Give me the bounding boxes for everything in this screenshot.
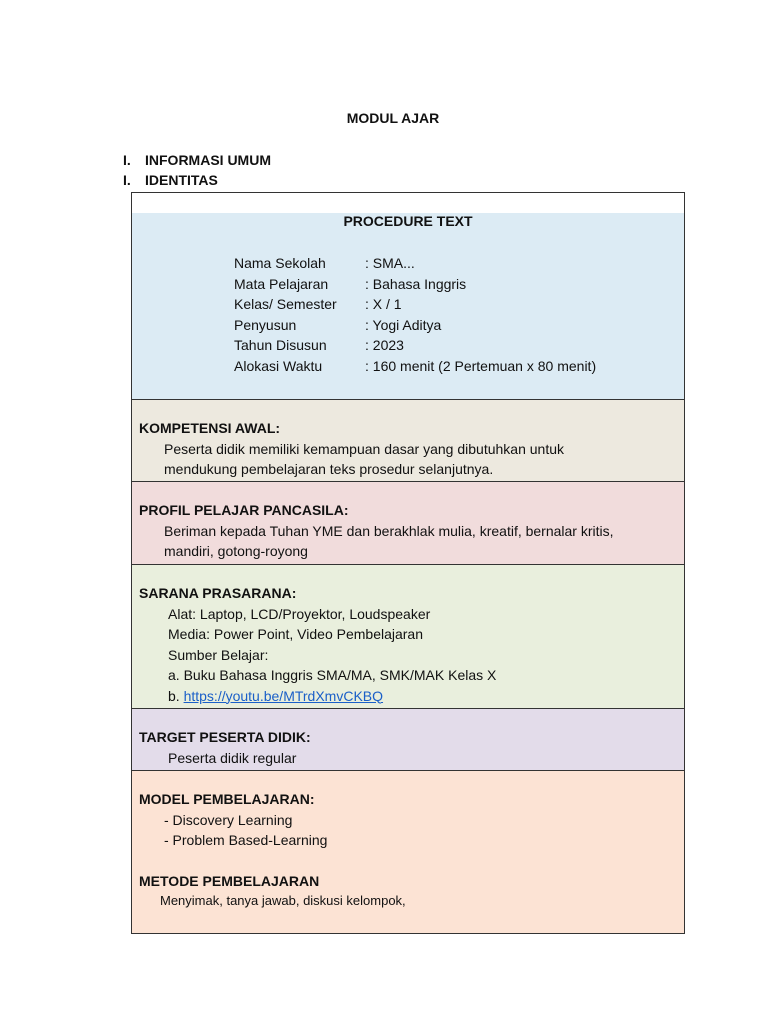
- model-pembelajaran-block: [132, 770, 684, 933]
- kompetensi-awal-block: [132, 399, 684, 481]
- info-row-kelas-semester: [234, 294, 684, 315]
- sarana-sumber: Sumber Belajar:: [168, 646, 269, 663]
- identity-info-list: [234, 253, 684, 376]
- model-item: - Problem Based-Learning: [164, 832, 328, 848]
- info-value: : 2023: [365, 337, 404, 353]
- info-label: Nama Sekolah: [234, 255, 326, 271]
- info-value: : Yogi Aditya: [365, 316, 442, 333]
- profil-pelajar-block: [132, 481, 684, 564]
- info-value: : 160 menit (2 Pertemuan x 80 menit): [365, 357, 597, 374]
- info-row-mata-pelajaran: [234, 274, 684, 295]
- sarana-alat: Alat: Laptop, LCD/Proyektor, Loudspeaker: [168, 605, 431, 622]
- identity-table: [131, 192, 685, 934]
- kompetensi-text-line: Peserta didik memiliki kemampuan dasar yang dibutuhkan untuk: [164, 440, 564, 457]
- section-number: I.: [123, 152, 131, 168]
- target-heading: TARGET PESERTA DIDIK:: [139, 729, 311, 745]
- profil-text-line: Beriman kepada Tuhan YME dan berakhlak mulia, kreatif, bernalar kritis,: [164, 522, 614, 539]
- info-row-penyusun: [234, 315, 684, 336]
- youtube-link[interactable]: https://youtu.be/MTrdXmvCKBQ: [183, 687, 384, 704]
- info-row-nama-sekolah: [234, 253, 684, 274]
- info-row-alokasi-waktu: [234, 356, 684, 377]
- profil-text-line: mandiri, gotong-royong: [164, 543, 308, 559]
- info-value: : SMA...: [365, 255, 415, 271]
- info-value: : Bahasa Inggris: [365, 275, 467, 292]
- section-label: IDENTITAS: [145, 172, 218, 188]
- sarana-item-a: a. Buku Bahasa Inggris SMA/MA, SMK/MAK Kelas X: [168, 667, 497, 683]
- info-label: Kelas/ Semester: [234, 296, 337, 312]
- section-number: I.: [123, 172, 131, 188]
- procedure-block: [132, 213, 684, 399]
- sarana-prasarana-block: [132, 564, 684, 708]
- model-item: - Discovery Learning: [164, 811, 293, 828]
- target-peserta-block: [132, 708, 684, 770]
- profil-heading: PROFIL PELAJAR PANCASILA:: [139, 502, 349, 518]
- target-text: Peserta didik regular: [168, 749, 297, 766]
- metode-text: Menyimak, tanya jawab, diskusi kelompok,: [160, 893, 406, 908]
- section-label: INFORMASI UMUM: [145, 152, 271, 168]
- sarana-item-b: [139, 686, 684, 707]
- kompetensi-text-line: mendukung pembelajaran teks prosedur selanjutnya.: [164, 461, 494, 477]
- document-title: MODUL AJAR: [346, 110, 440, 126]
- item-b-prefix: b.: [168, 687, 184, 704]
- procedure-title: PROCEDURE TEXT: [343, 213, 473, 229]
- info-label: Mata Pelajaran: [234, 275, 329, 292]
- info-label: Penyusun: [234, 316, 297, 333]
- sarana-heading: SARANA PRASARANA:: [139, 585, 297, 601]
- model-heading: MODEL PEMBELAJARAN:: [139, 791, 315, 807]
- info-row-tahun-disusun: [234, 335, 684, 356]
- metode-heading: METODE PEMBELAJARAN: [139, 872, 320, 889]
- section-informasi-umum: [123, 152, 271, 168]
- info-label: Alokasi Waktu: [234, 357, 323, 374]
- section-identitas: [123, 172, 218, 188]
- sarana-media: Media: Power Point, Video Pembelajaran: [168, 626, 424, 642]
- info-label: Tahun Disusun: [234, 337, 327, 353]
- kompetensi-heading: KOMPETENSI AWAL:: [139, 420, 281, 436]
- info-value: : X / 1: [365, 296, 402, 312]
